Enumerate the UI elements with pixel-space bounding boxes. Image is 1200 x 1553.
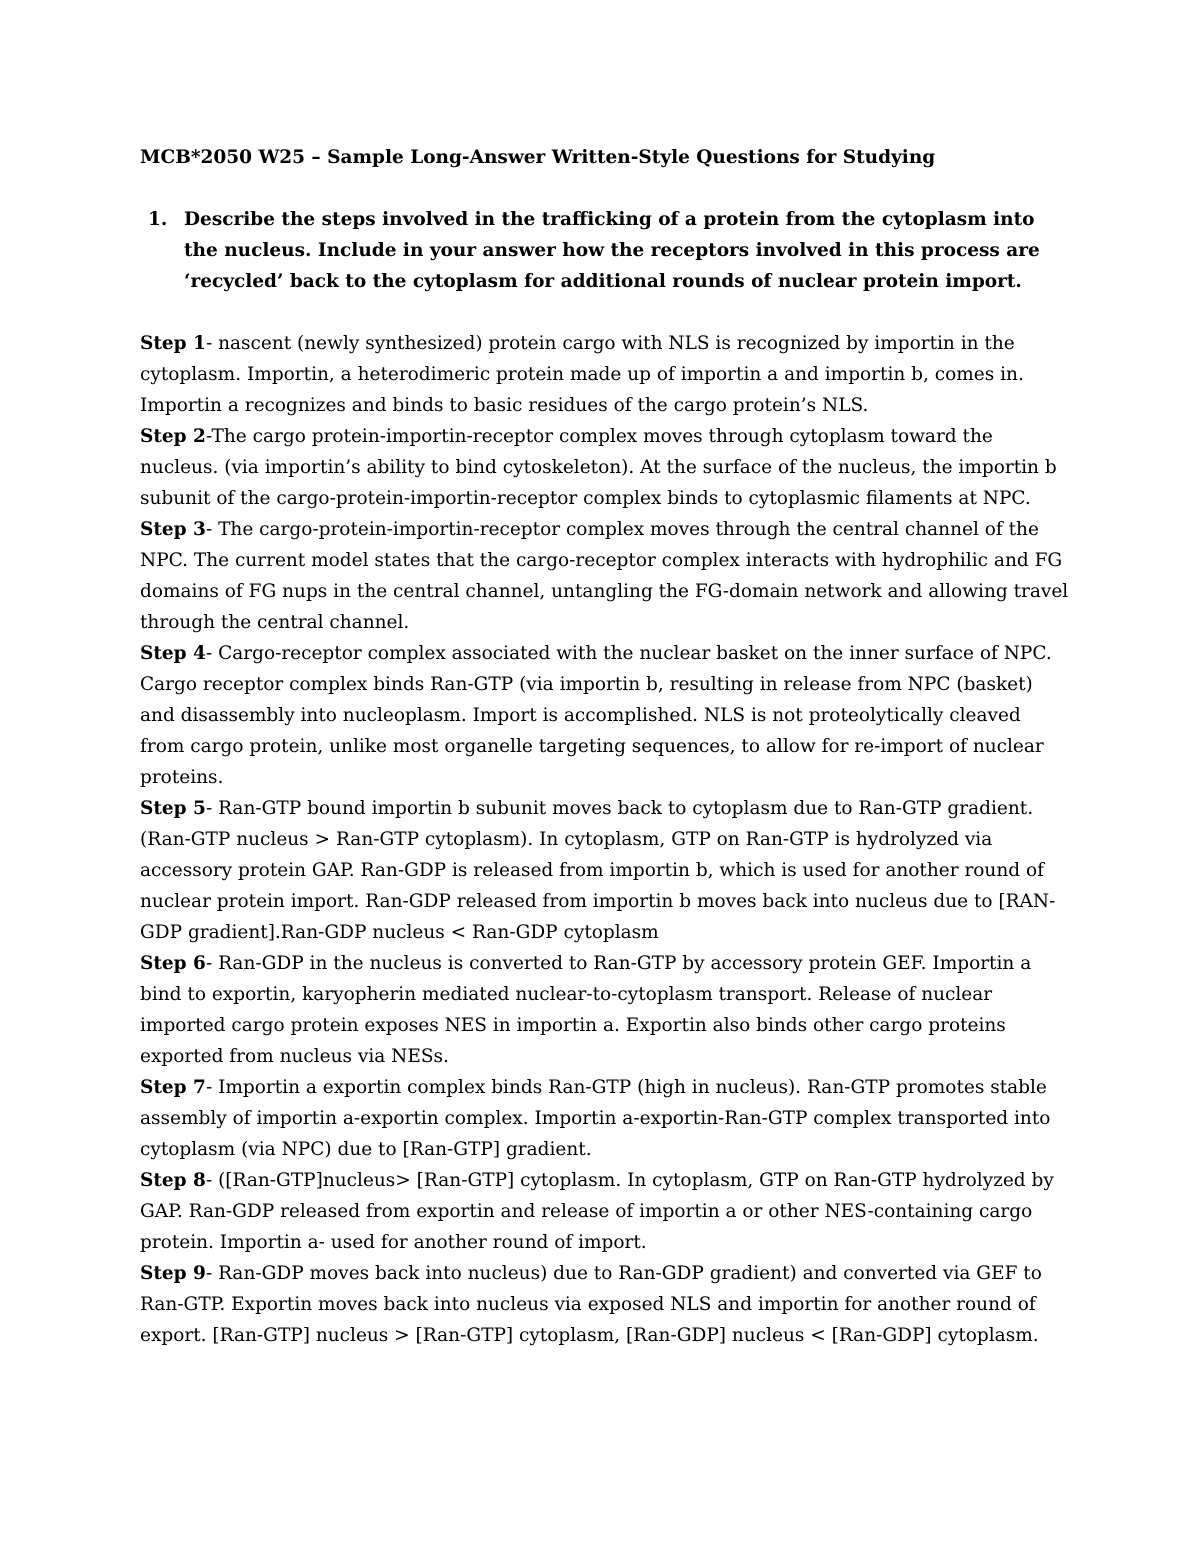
step-paragraph [140, 793, 1070, 948]
step-label: Step 9 [140, 1263, 206, 1284]
question-list [140, 204, 1070, 297]
step-text: - Ran-GDP moves back into nucleus) due to Ran-GDP gradient) and converted via GEF to Ran-GTP. Exportin moves back into nucleus via exposed NLS and importin for another round of export. [Ran-GTP] nucleus > [Ran-GTP] cytoplasm, [Ran-GDP] nucleus < [Ran-GDP] cytoplasm. [140, 1263, 1042, 1346]
step-label: Step 3 [140, 519, 206, 540]
step-label: Step 2 [140, 426, 206, 447]
question-text: Describe the steps involved in the trafficking of a protein from the cytoplasm into the nucleus. Include in your answer how the receptors involved in this process are ‘recycled’ back to the cytoplasm for additional rounds of nuclear protein import. [184, 209, 1040, 292]
step-text: - Ran-GDP in the nucleus is converted to Ran-GTP by accessory protein GEF. Importin a bind to exportin, karyopherin mediated nuclear-to-cytoplasm transport. Release of nuclear imported cargo protein exposes NES in importin a. Exportin also binds other cargo proteins exported from nucleus via NESs. [140, 953, 1032, 1067]
step-paragraph [140, 1258, 1070, 1351]
document-page [140, 142, 1070, 1351]
step-label: Step 5 [140, 798, 206, 819]
step-label: Step 1 [140, 333, 206, 354]
step-paragraph [140, 514, 1070, 638]
document-title: MCB*2050 W25 – Sample Long-Answer Written-Style Questions for Studying [140, 147, 936, 168]
question-item [140, 204, 1070, 297]
step-paragraph [140, 638, 1070, 793]
question-number: 1. [148, 209, 168, 230]
step-paragraph [140, 1072, 1070, 1165]
step-paragraph [140, 421, 1070, 514]
step-paragraph [140, 1165, 1070, 1258]
step-paragraph [140, 948, 1070, 1072]
step-label: Step 4 [140, 643, 206, 664]
step-text: - Importin a exportin complex binds Ran-GTP (high in nucleus). Ran-GTP promotes stable assembly of importin a-exportin complex. Importin a-exportin-Ran-GTP complex transported into cytoplasm (via NPC) due to [Ran-GTP] gradient. [140, 1077, 1051, 1160]
step-label: Step 8 [140, 1170, 206, 1191]
step-text: -The cargo protein-importin-receptor complex moves through cytoplasm toward the nucleus. (via importin’s ability to bind cytoskeleton). At the surface of the nucleus, the importin b subunit of the cargo-protein-importin-receptor complex binds to cytoplasmic filaments at NPC. [140, 426, 1057, 509]
step-text: - Ran-GTP bound importin b subunit moves back to cytoplasm due to Ran-GTP gradient. (Ran-GTP nucleus > Ran-GTP cytoplasm). In cytoplasm, GTP on Ran-GTP is hydrolyzed via accessory protein GAP. Ran-GDP is released from importin b, which is used for another round of nuclear protein import. Ran-GDP released from importin b moves back into nucleus due to [RAN-GDP gradient].Ran-GDP nucleus < Ran-GDP cytoplasm [140, 798, 1056, 943]
step-label: Step 7 [140, 1077, 206, 1098]
step-paragraph [140, 328, 1070, 421]
step-text: - Cargo-receptor complex associated with the nuclear basket on the inner surface of NPC. Cargo receptor complex binds Ran-GTP (via importin b, resulting in release from NPC (basket) and disassembly into nucleoplasm. Import is accomplished. NLS is not proteolytically cleaved from cargo protein, unlike most organelle targeting sequences, to allow for re-import of nuclear proteins. [140, 643, 1052, 788]
step-text: - ([Ran-GTP]nucleus> [Ran-GTP] cytoplasm. In cytoplasm, GTP on Ran-GTP hydrolyzed by GAP. Ran-GDP released from exportin and release of importin a or other NES-containing cargo protein. Importin a- used for another round of import. [140, 1170, 1054, 1253]
answer-steps [140, 328, 1070, 1351]
step-text: - The cargo-protein-importin-receptor complex moves through the central channel of the NPC. The current model states that the cargo-receptor complex interacts with hydrophilic and FG domains of FG nups in the central channel, untangling the FG-domain network and allowing travel through the central channel. [140, 519, 1069, 633]
step-text: - nascent (newly synthesized) protein cargo with NLS is recognized by importin in the cytoplasm. Importin, a heterodimeric protein made up of importin a and importin b, comes in. Importin a recognizes and binds to basic residues of the cargo protein’s NLS. [140, 333, 1024, 416]
step-label: Step 6 [140, 953, 206, 974]
